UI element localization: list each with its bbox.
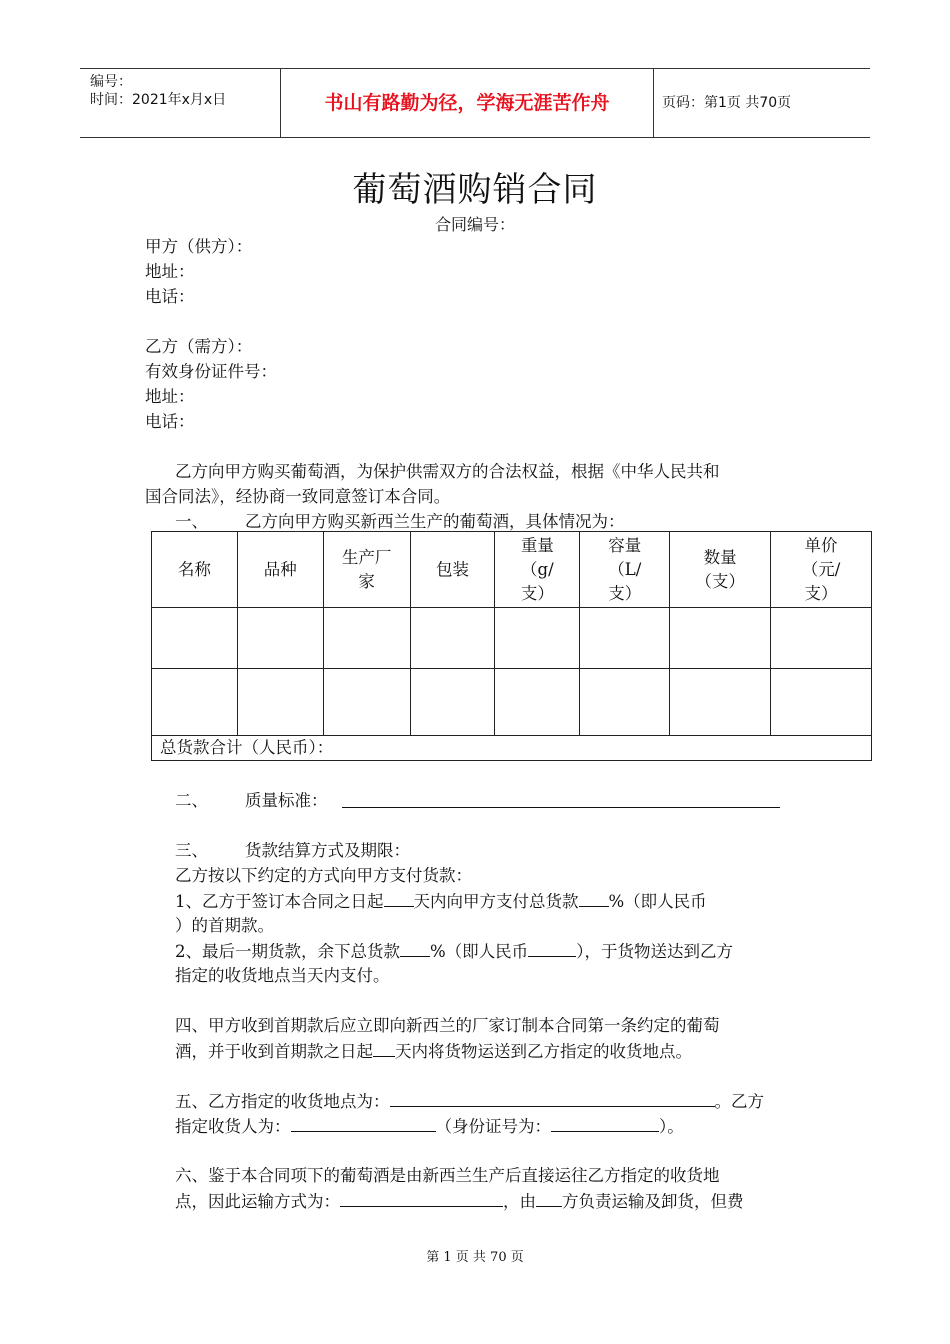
page-header [80,68,870,138]
section-3-item-1-cont: ）的首期款。 [175,916,274,935]
percent-blank[interactable] [400,938,430,957]
header-motto: 书山有路勤为径，学海无涯苦作舟 [280,69,654,137]
table-cell[interactable] [670,669,771,736]
party-b-phone: 电话： [145,412,195,431]
section-3-item-2-cont: 指定的收货地点当天内支付。 [175,966,390,985]
section-4-line-1: 四、甲方收到首期款后应立即向新西兰的厂家订制本合同第一条约定的葡萄 [175,1016,720,1035]
table-cell[interactable] [323,669,410,736]
product-table [151,531,872,761]
table-cell[interactable] [580,608,670,669]
table-cell[interactable] [495,669,580,736]
header-cell-unit-price: 单价 （元/ 支） [771,532,872,608]
section-3-number: 三、 [175,841,208,860]
table-total-row [152,736,872,761]
table-cell[interactable] [323,608,410,669]
contract-number-label: 合同编号： [434,215,515,234]
table-cell[interactable] [410,608,495,669]
header-info [80,69,280,137]
party-b-address: 地址： [145,387,195,406]
section-2-text: 质量标准： [245,791,328,810]
header-cell-packaging: 包装 [410,532,495,608]
header-cell-volume: 容量 （L/ 支） [580,532,670,608]
table-cell[interactable] [152,608,238,669]
section-3-item-1: 1、乙方于签订本合同之日起 天内向甲方支付总货款 %（即人民币 [175,888,707,914]
party-b-name: 乙方（需方）： [145,337,253,356]
section-2-number: 二、 [175,791,208,810]
page-footer: 第 1 页 共 70 页 [426,1250,524,1265]
quality-standard-blank[interactable] [342,807,780,808]
table-row [152,669,872,736]
table-cell[interactable] [771,669,872,736]
party-a-address: 地址： [145,262,195,281]
intro-line-1: 乙方向甲方购买葡萄酒，为保护供需双方的合法权益，根据《中华人民共和 [175,462,720,481]
table-row [152,608,872,669]
table-cell[interactable] [152,669,238,736]
section-4-line-2: 酒，并于收到首期款之日起 天内将货物运送到乙方指定的收货地点。 [175,1038,692,1064]
section-5-line-2: 指定收货人为： （身份证号为： ）。 [175,1113,684,1139]
header-page-label: 页码：第1页 共70页 [662,95,792,111]
responsible-party-blank[interactable] [536,1188,562,1207]
header-cell-variety: 品种 [237,532,323,608]
table-cell[interactable] [580,669,670,736]
section-5-line-1: 五、乙方指定的收货地点为： 。乙方 [175,1088,764,1114]
table-header-row [152,532,872,608]
table-cell[interactable] [410,669,495,736]
days-blank[interactable] [384,888,414,907]
intro-line-2: 国合同法》，经协商一致同意签订本合同。 [145,487,451,506]
header-cell-quantity: 数量 （支） [670,532,771,608]
document-title: 葡萄酒购销合同 [352,170,598,210]
section-6-line-2: 点，因此运输方式为： ，由 方负责运输及卸货，但费 [175,1188,744,1214]
section-3-lead: 乙方按以下约定的方式向甲方支付货款： [175,866,472,885]
consignee-blank[interactable] [291,1113,436,1132]
number-label: 编号： [90,74,132,90]
time-label: 时间：2021年x月x日 [90,92,227,108]
header-cell-manufacturer: 生产厂 家 [323,532,410,608]
table-cell[interactable] [237,669,323,736]
transport-method-blank[interactable] [340,1188,503,1207]
table-cell[interactable] [237,608,323,669]
party-a-phone: 电话： [145,287,195,306]
table-cell[interactable] [670,608,771,669]
section-1-number: 一、 [175,512,208,531]
percent-blank[interactable] [579,888,609,907]
total-amount-label: 总货款合计（人民币）： [152,736,872,761]
section-3-item-2: 2、最后一期货款，余下总货款 %（即人民币 ），于货物送达到乙方 [175,938,733,964]
days-blank[interactable] [373,1038,395,1057]
party-a-name: 甲方（供方）： [145,237,253,256]
amount-blank[interactable] [528,938,576,957]
table-cell[interactable] [771,608,872,669]
party-b-id: 有效身份证件号： [145,362,277,381]
table-cell[interactable] [495,608,580,669]
section-3-text: 货款结算方式及期限： [245,841,410,860]
header-cell-weight: 重量 （g/ 支） [495,532,580,608]
header-cell-name: 名称 [152,532,238,608]
section-1-text: 乙方向甲方购买新西兰生产的葡萄酒，具体情况为： [245,512,625,531]
id-number-blank[interactable] [551,1113,659,1132]
section-6-line-1: 六、鉴于本合同项下的葡萄酒是由新西兰生产后直接运往乙方指定的收货地 [175,1166,720,1185]
delivery-address-blank[interactable] [390,1088,715,1107]
